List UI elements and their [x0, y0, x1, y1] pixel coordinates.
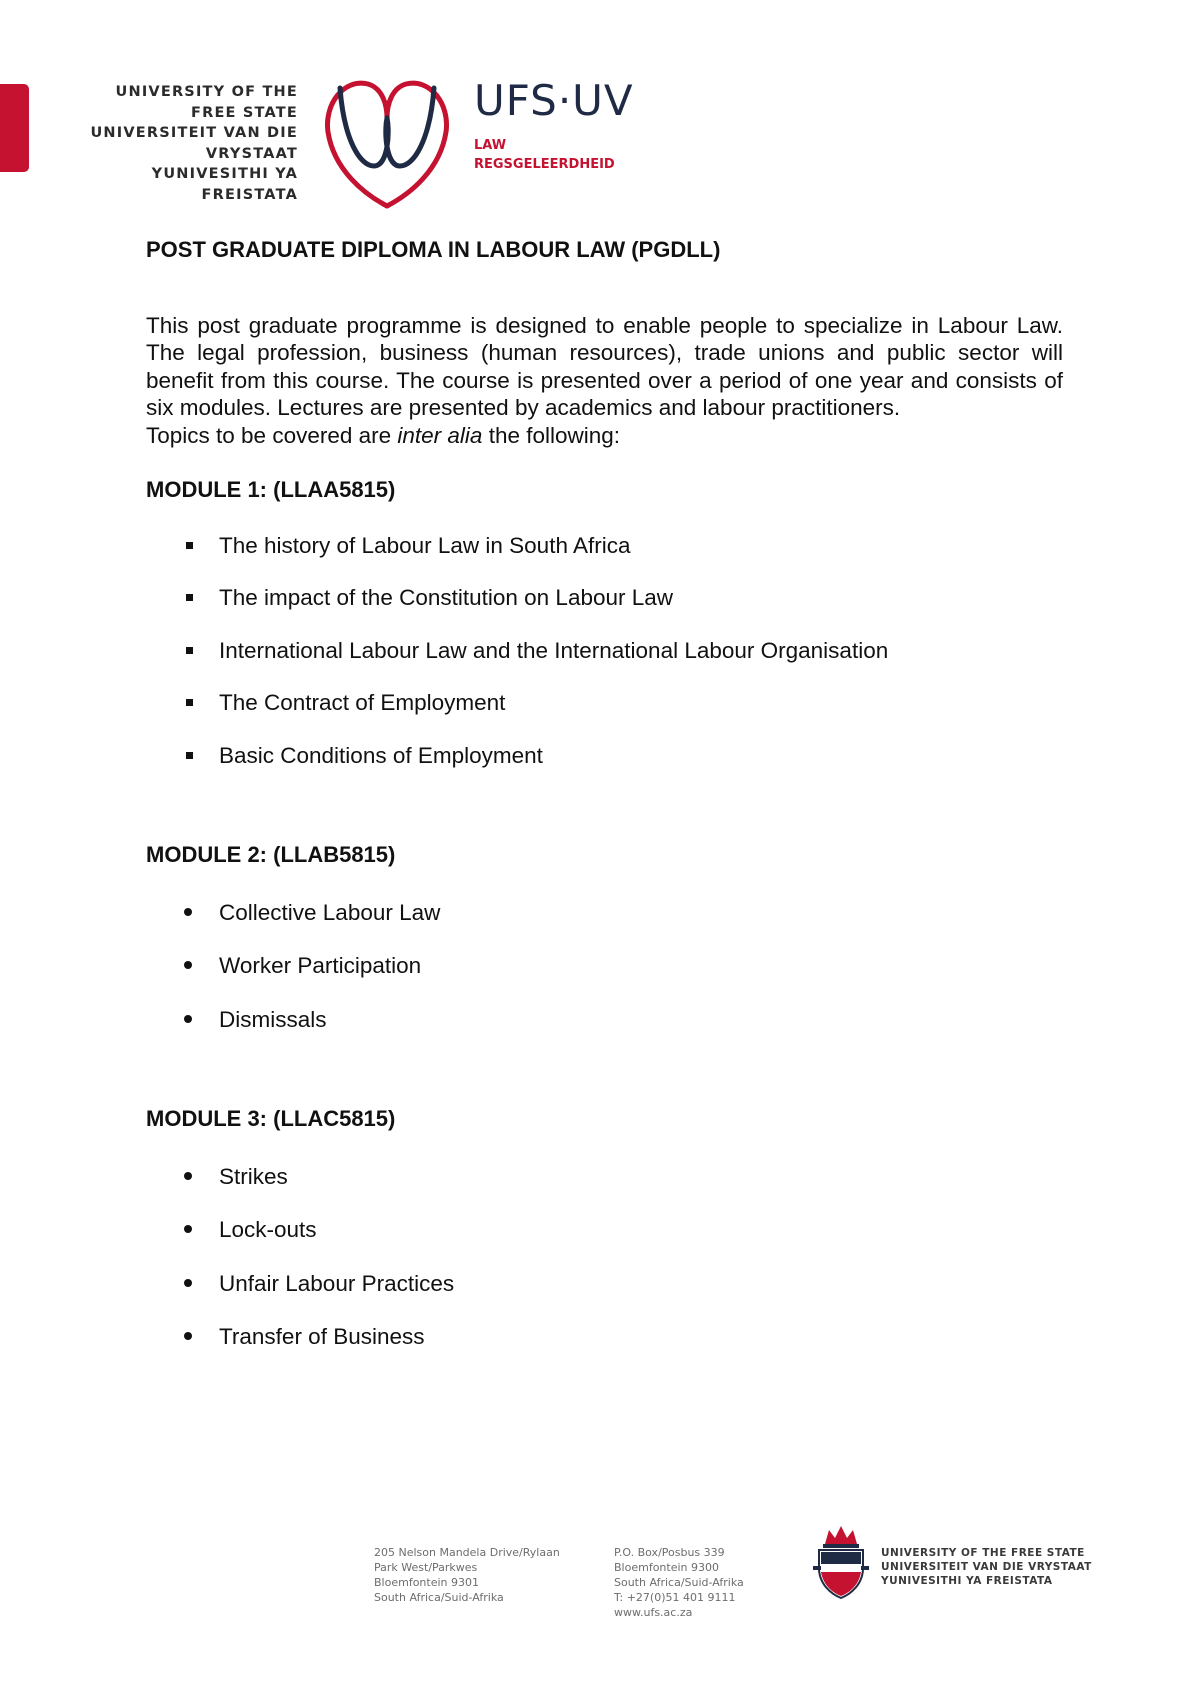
- disc-bullet-icon: [184, 1015, 192, 1023]
- list-item-text: Strikes: [219, 1163, 288, 1189]
- footer-address-line: South Africa/Suid-Afrika: [614, 1576, 744, 1589]
- list-item-text: The impact of the Constitution on Labour Law: [219, 585, 674, 610]
- document-body: [146, 236, 1063, 1351]
- list-item: [146, 742, 1063, 770]
- footer-address-line: Park West/Parkwes: [374, 1561, 478, 1574]
- ufs-heart-crest-icon: [316, 70, 458, 212]
- square-bullet-icon: [186, 542, 193, 549]
- list-item: [146, 689, 1063, 717]
- document-title: POST GRADUATE DIPLOMA IN LABOUR LAW (PGDLL): [146, 237, 721, 262]
- list-item: [146, 1006, 1063, 1034]
- square-bullet-icon: [186, 699, 193, 706]
- topics-prefix: Topics to be covered are: [146, 422, 398, 448]
- list-item: [146, 584, 1063, 612]
- list-item-text: The history of Labour Law in South Africa: [219, 532, 631, 558]
- list-item-text: Collective Labour Law: [219, 899, 441, 925]
- list-item-text: Dismissals: [219, 1006, 327, 1032]
- topics-line: [146, 422, 1063, 450]
- footer-university-name-line: UNIVERSITEIT VAN DIE VRYSTAAT: [881, 1561, 1092, 1573]
- list-item-text: Basic Conditions of Employment: [219, 742, 543, 768]
- square-bullet-icon: [186, 647, 193, 654]
- list-item: [146, 1323, 1063, 1351]
- intro-paragraph: This post graduate programme is designed to enable people to specialize in Labour Law. The legal profession, business (human resources), trade unions and public sector will benefit from this course. The course is presented over a period of one year and consists of six modules. Lectures are presented by academics and labour practitioners.: [146, 312, 1063, 420]
- footer-address-line: 205 Nelson Mandela Drive/Rylaan: [374, 1546, 560, 1559]
- footer-postal-address: [614, 1545, 744, 1620]
- module-3-topic-list: [146, 1163, 1063, 1351]
- disc-bullet-icon: [184, 908, 192, 916]
- list-item: [146, 952, 1063, 980]
- faculty-name-line: LAW: [474, 138, 507, 153]
- brand-side-tab: [0, 84, 29, 172]
- university-name-line: FREISTATA: [201, 186, 298, 203]
- footer-university-name-line: YUNIVESITHI YA FREISTATA: [881, 1575, 1053, 1587]
- square-bullet-icon: [186, 594, 193, 601]
- university-name-line: UNIVERSITEIT VAN DIE: [90, 125, 298, 142]
- university-name-line: YUNIVESITHI YA: [151, 166, 298, 183]
- list-item: [146, 1270, 1063, 1298]
- faculty-name: [474, 136, 615, 174]
- list-item: [146, 532, 1063, 560]
- list-item: [146, 637, 1063, 665]
- module-3-heading: MODULE 3: (LLAC5815): [146, 1106, 396, 1131]
- module-2-heading: MODULE 2: (LLAB5815): [146, 842, 396, 867]
- list-item-text: Lock-outs: [219, 1217, 317, 1242]
- list-item: [146, 899, 1063, 927]
- list-item-text: Transfer of Business: [219, 1324, 425, 1349]
- footer-website-link[interactable]: www.ufs.ac.za: [614, 1606, 693, 1619]
- university-name-line: FREE STATE: [190, 104, 298, 121]
- list-item: [146, 1216, 1063, 1244]
- footer-university-names: [881, 1546, 1092, 1588]
- faculty-name-line: REGSGELEERDHEID: [474, 157, 615, 172]
- list-item-text: Worker Participation: [219, 953, 422, 978]
- list-item-text: The Contract of Employment: [219, 690, 506, 715]
- disc-bullet-icon: [184, 1332, 192, 1340]
- list-item: [146, 1163, 1063, 1191]
- topics-italic: inter alia: [397, 422, 483, 448]
- university-name-block: [90, 82, 298, 206]
- list-item-text: Unfair Labour Practices: [219, 1270, 455, 1296]
- list-item-text: International Labour Law and the International Labour Organisation: [219, 637, 889, 663]
- university-name-line: VRYSTAAT: [205, 145, 298, 162]
- footer-address-line: Bloemfontein 9300: [614, 1561, 719, 1574]
- square-bullet-icon: [186, 752, 193, 759]
- ufs-logo-wordmark: UFS·UV: [474, 76, 634, 125]
- module-1-topic-list: [146, 532, 1063, 770]
- module-1-heading: MODULE 1: (LLAA5815): [146, 477, 396, 502]
- ufs-coat-of-arms-icon: [811, 1522, 871, 1600]
- topics-suffix: the following:: [482, 422, 621, 448]
- module-2-topic-list: [146, 899, 1063, 1034]
- footer-address-line: South Africa/Suid-Afrika: [374, 1591, 504, 1604]
- university-name-line: UNIVERSITY OF THE: [115, 84, 298, 100]
- footer-phone: T: +27(0)51 401 9111: [614, 1591, 736, 1604]
- disc-bullet-icon: [184, 1279, 192, 1287]
- footer-university-name-line: UNIVERSITY OF THE FREE STATE: [881, 1547, 1085, 1559]
- disc-bullet-icon: [184, 1172, 192, 1180]
- disc-bullet-icon: [184, 961, 192, 969]
- footer-address-line: P.O. Box/Posbus 339: [614, 1546, 725, 1559]
- footer-address-line: Bloemfontein 9301: [374, 1576, 479, 1589]
- disc-bullet-icon: [184, 1225, 192, 1233]
- footer-physical-address: [374, 1545, 560, 1605]
